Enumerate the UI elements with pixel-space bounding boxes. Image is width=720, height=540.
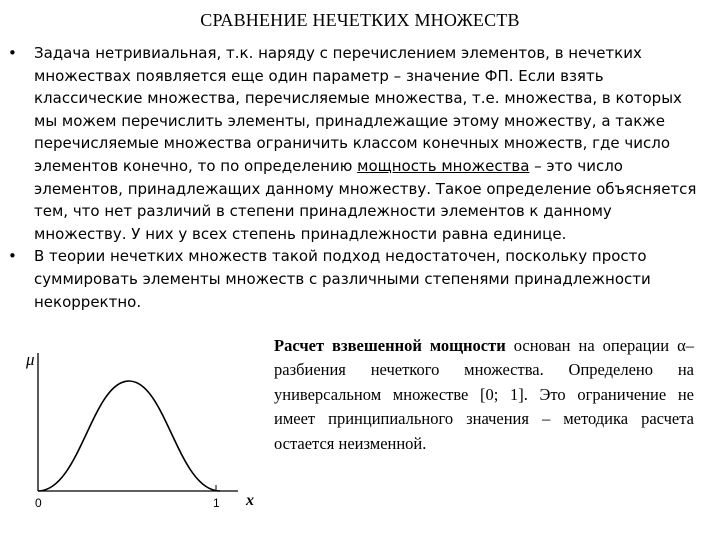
bell-curve (38, 381, 220, 491)
x-tick-label: 0 (35, 496, 42, 510)
x-axis-label: x (246, 492, 254, 509)
membership-function-graph (20, 345, 260, 515)
list-item (8, 245, 698, 313)
y-axis-label: μ (26, 350, 35, 369)
list-item (8, 42, 698, 245)
page-title: СРАВНЕНИЕ НЕЧЕТКИХ МНОЖЕСТВ (200, 10, 520, 30)
bullet-marker: • (8, 247, 17, 266)
x-tick-label: 1 (213, 496, 220, 510)
bullet-list (8, 42, 698, 313)
paragraph-text: В теории нечетких множеств такой подход недостаточен, поскольку просто суммировать элементы множеств с различными степенями принадлежности некорректно. (34, 247, 651, 311)
paragraph-text: – это число элементов, принадлежащих данному множеству. Такое определение объясняется тем, что нет различий в степени принадлежности элементов к данному множеству. У них у всех степень принадлежности равна единице. (34, 156, 697, 243)
paragraph-text: основан на операции α–разбиения нечеткого множества. Определено на универсальном множестве [0; 1]. Это ограничение не имеет принципиального значения – методика расчета остается неизменной. (274, 336, 694, 453)
term-weighted-cardinality: Расчет взвешенной мощности (274, 336, 506, 355)
weighted-cardinality-paragraph (274, 334, 694, 456)
term-cardinality: мощность множества (357, 156, 530, 175)
paragraph-text: Задача нетривиальная, т.к. наряду с перечислением элементов, в нечетких множествах появляется еще один параметр – значение ФП. Если взять классические множества, перечисляемые множества, т.е. множества, в которых мы можем перечислить элементы, принадлежащие этому множеству, а также перечисляемые множества ограничить классом конечных множеств, где число элементов конечно, то по определению (34, 44, 682, 175)
bullet-marker: • (8, 44, 17, 62)
